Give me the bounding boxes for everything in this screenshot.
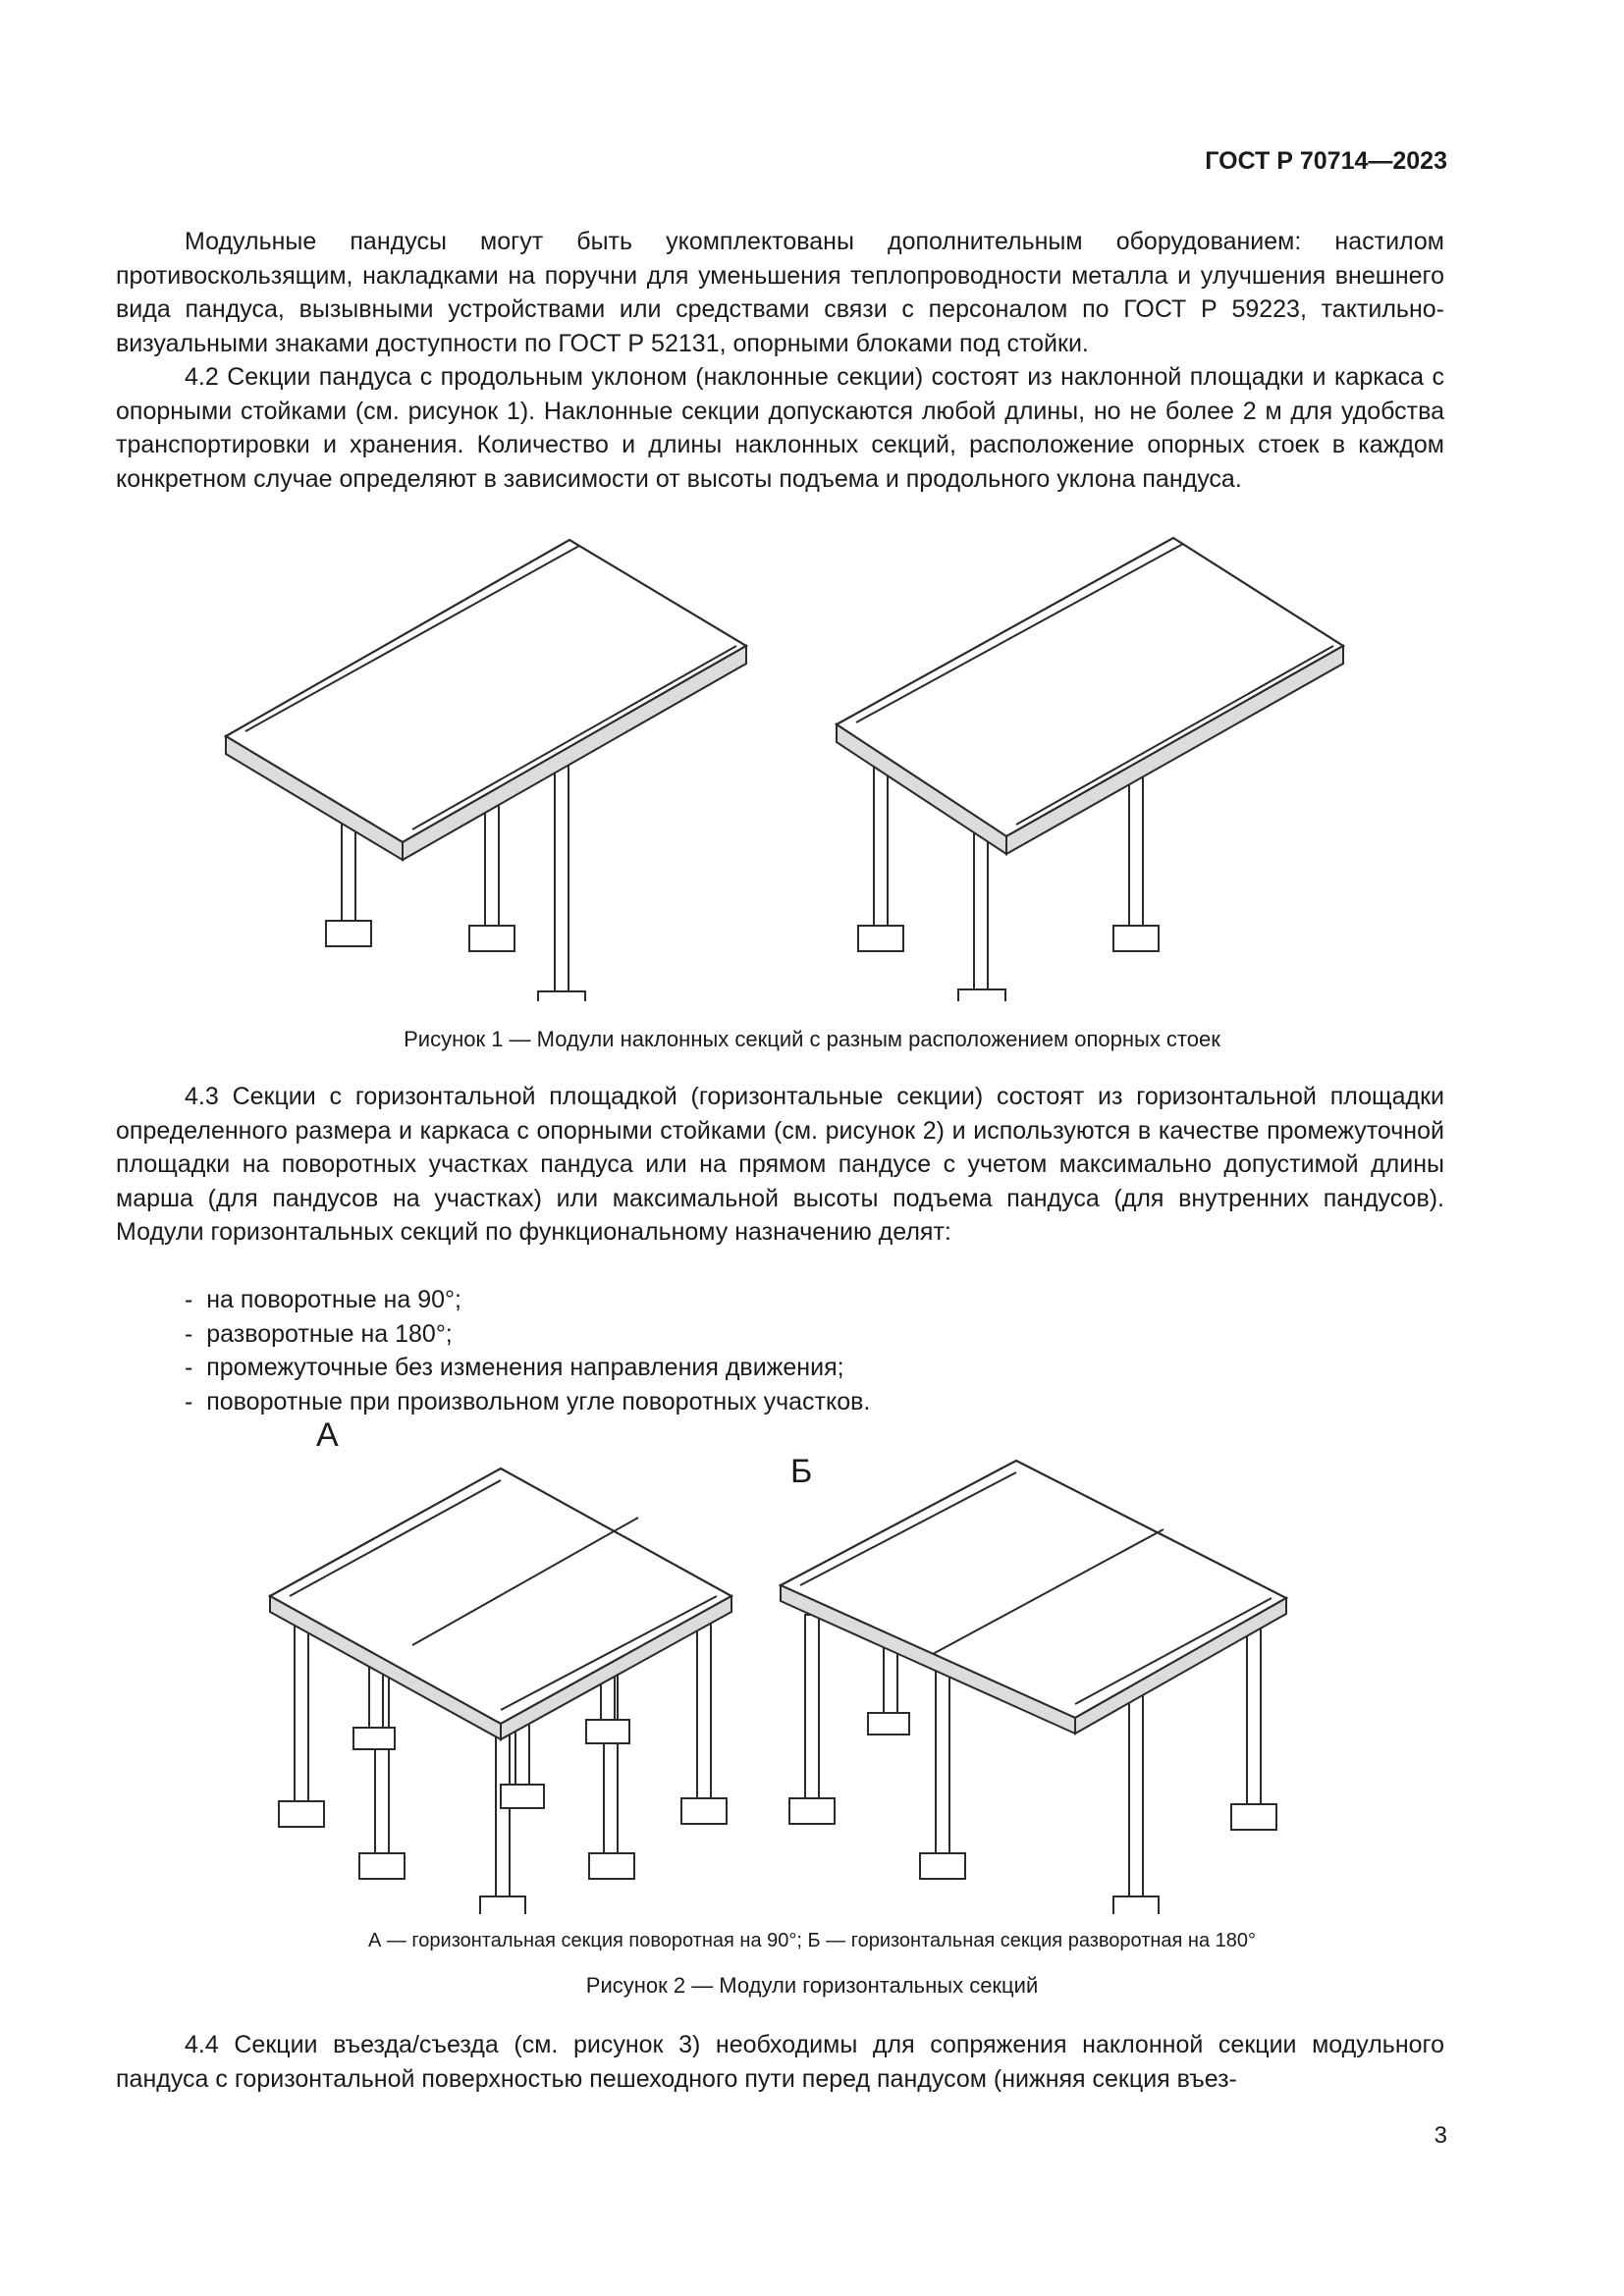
paragraph-4-4: 4.4 Секции въезда/съезда (см. рисунок 3) необходимы для сопряжения наклонной секции модульного пандуса с горизонтальной поверхностью пешеходного пути перед пандусом (нижняя секция въез- — [116, 2031, 1444, 2093]
base-plate — [789, 1798, 835, 1824]
base-plate — [326, 921, 371, 946]
horizontal-module-a — [270, 1468, 731, 1914]
base-plate — [958, 989, 1005, 1001]
figure-2-label-a: А — [316, 1416, 339, 1454]
base-plate — [681, 1798, 727, 1824]
base-plate — [480, 1896, 525, 1914]
support-post — [936, 1659, 949, 1860]
support-post — [295, 1620, 308, 1808]
figure-1-caption: Рисунок 1 — Модули наклонных секций с разным расположением опорных стоек — [404, 1027, 1220, 1051]
base-plate — [279, 1801, 324, 1827]
base-plate — [1113, 1896, 1159, 1914]
base-plate — [353, 1728, 395, 1749]
figure-2-legend: А — горизонтальная секция поворотная на 90°; Б — горизонтальная секция разворотная на 180° — [367, 1930, 1257, 1951]
base-plate — [1231, 1804, 1276, 1830]
base-plate — [359, 1853, 405, 1879]
base-plate — [920, 1853, 965, 1879]
base-plate — [868, 1713, 909, 1735]
base-plate — [589, 1853, 634, 1879]
figure-2-drawing — [255, 1453, 1316, 1914]
support-post — [874, 766, 888, 933]
paragraph-4-2: 4.2 Секции пандуса с продольным уклоном (наклонные секции) состоят из наклонной площадки и каркаса с опорными стойками (см. рисунок 1). Наклонные секции допускаются любой длины, но не более 2 м для удобства транспортировки и хранения. Количество и длины наклонных секций, расположение опорных стоек в каждом конкретном случае определяют в зависимости от высоты подъема и продольного уклона пандуса. — [116, 363, 1444, 493]
base-plate — [858, 926, 903, 951]
base-plate — [538, 991, 585, 1001]
support-post — [805, 1615, 819, 1806]
list-item: - на поворотные на 90°; — [185, 1283, 870, 1317]
list-item: - промежуточные без изменения направления движения; — [185, 1351, 870, 1385]
horizontal-deck — [781, 1461, 1286, 1718]
paragraph-equipment: Модульные пандусы могут быть укомплектованы дополнительным оборудованием: настилом противоскользящим, накладками на поручни для уменьшения теплопроводности металла и улучшения внешнего вида пандуса, вызывными устройствами или средствами связи с персоналом по ГОСТ Р 59223, тактильно-визуальными знаками доступности по ГОСТ Р 52131, опорными блоками под стойки. — [116, 228, 1444, 357]
base-plate — [469, 926, 514, 951]
inclined-module-right — [837, 538, 1343, 1001]
horizontal-module-b — [781, 1461, 1286, 1914]
document-standard-number: ГОСТ Р 70714—2023 — [1205, 147, 1447, 175]
base-plate — [1113, 926, 1159, 951]
paragraph-4-3: 4.3 Секции с горизонтальной площадкой (горизонтальные секции) состоят из горизонтальной площадки определенного размера и каркаса с опорными стойками (см. рисунок 2) и используются в качестве промежуточной площадки на поворотных участках пандуса или на прямом пандусе с учетом максимально допустимой длины марша (для пандусов на участках) или максимальной высоты подъема пандуса (для внутренних пандусов). Модули горизонтальных секций по функциональному назначению делят: — [116, 1083, 1444, 1246]
figure-2-caption: Рисунок 2 — Модули горизонтальных секций — [585, 1973, 1039, 1998]
figure-2-label-b: Б — [790, 1453, 813, 1490]
support-post — [555, 766, 568, 998]
inclined-module-left — [226, 540, 746, 1001]
list-item: - разворотные на 180°; — [185, 1317, 870, 1352]
figure-1-inclined-sections — [216, 530, 1355, 1001]
figure-2-horizontal-sections — [255, 1453, 1316, 1914]
figure-1-drawing — [216, 530, 1355, 1001]
list-item: - поворотные при произвольном угле поворотных участков. — [185, 1385, 870, 1419]
base-plate — [501, 1785, 544, 1808]
page-number: 3 — [1434, 2122, 1447, 2149]
horizontal-sections-list — [185, 1283, 870, 1418]
base-plate — [586, 1720, 629, 1743]
support-post — [697, 1600, 711, 1806]
